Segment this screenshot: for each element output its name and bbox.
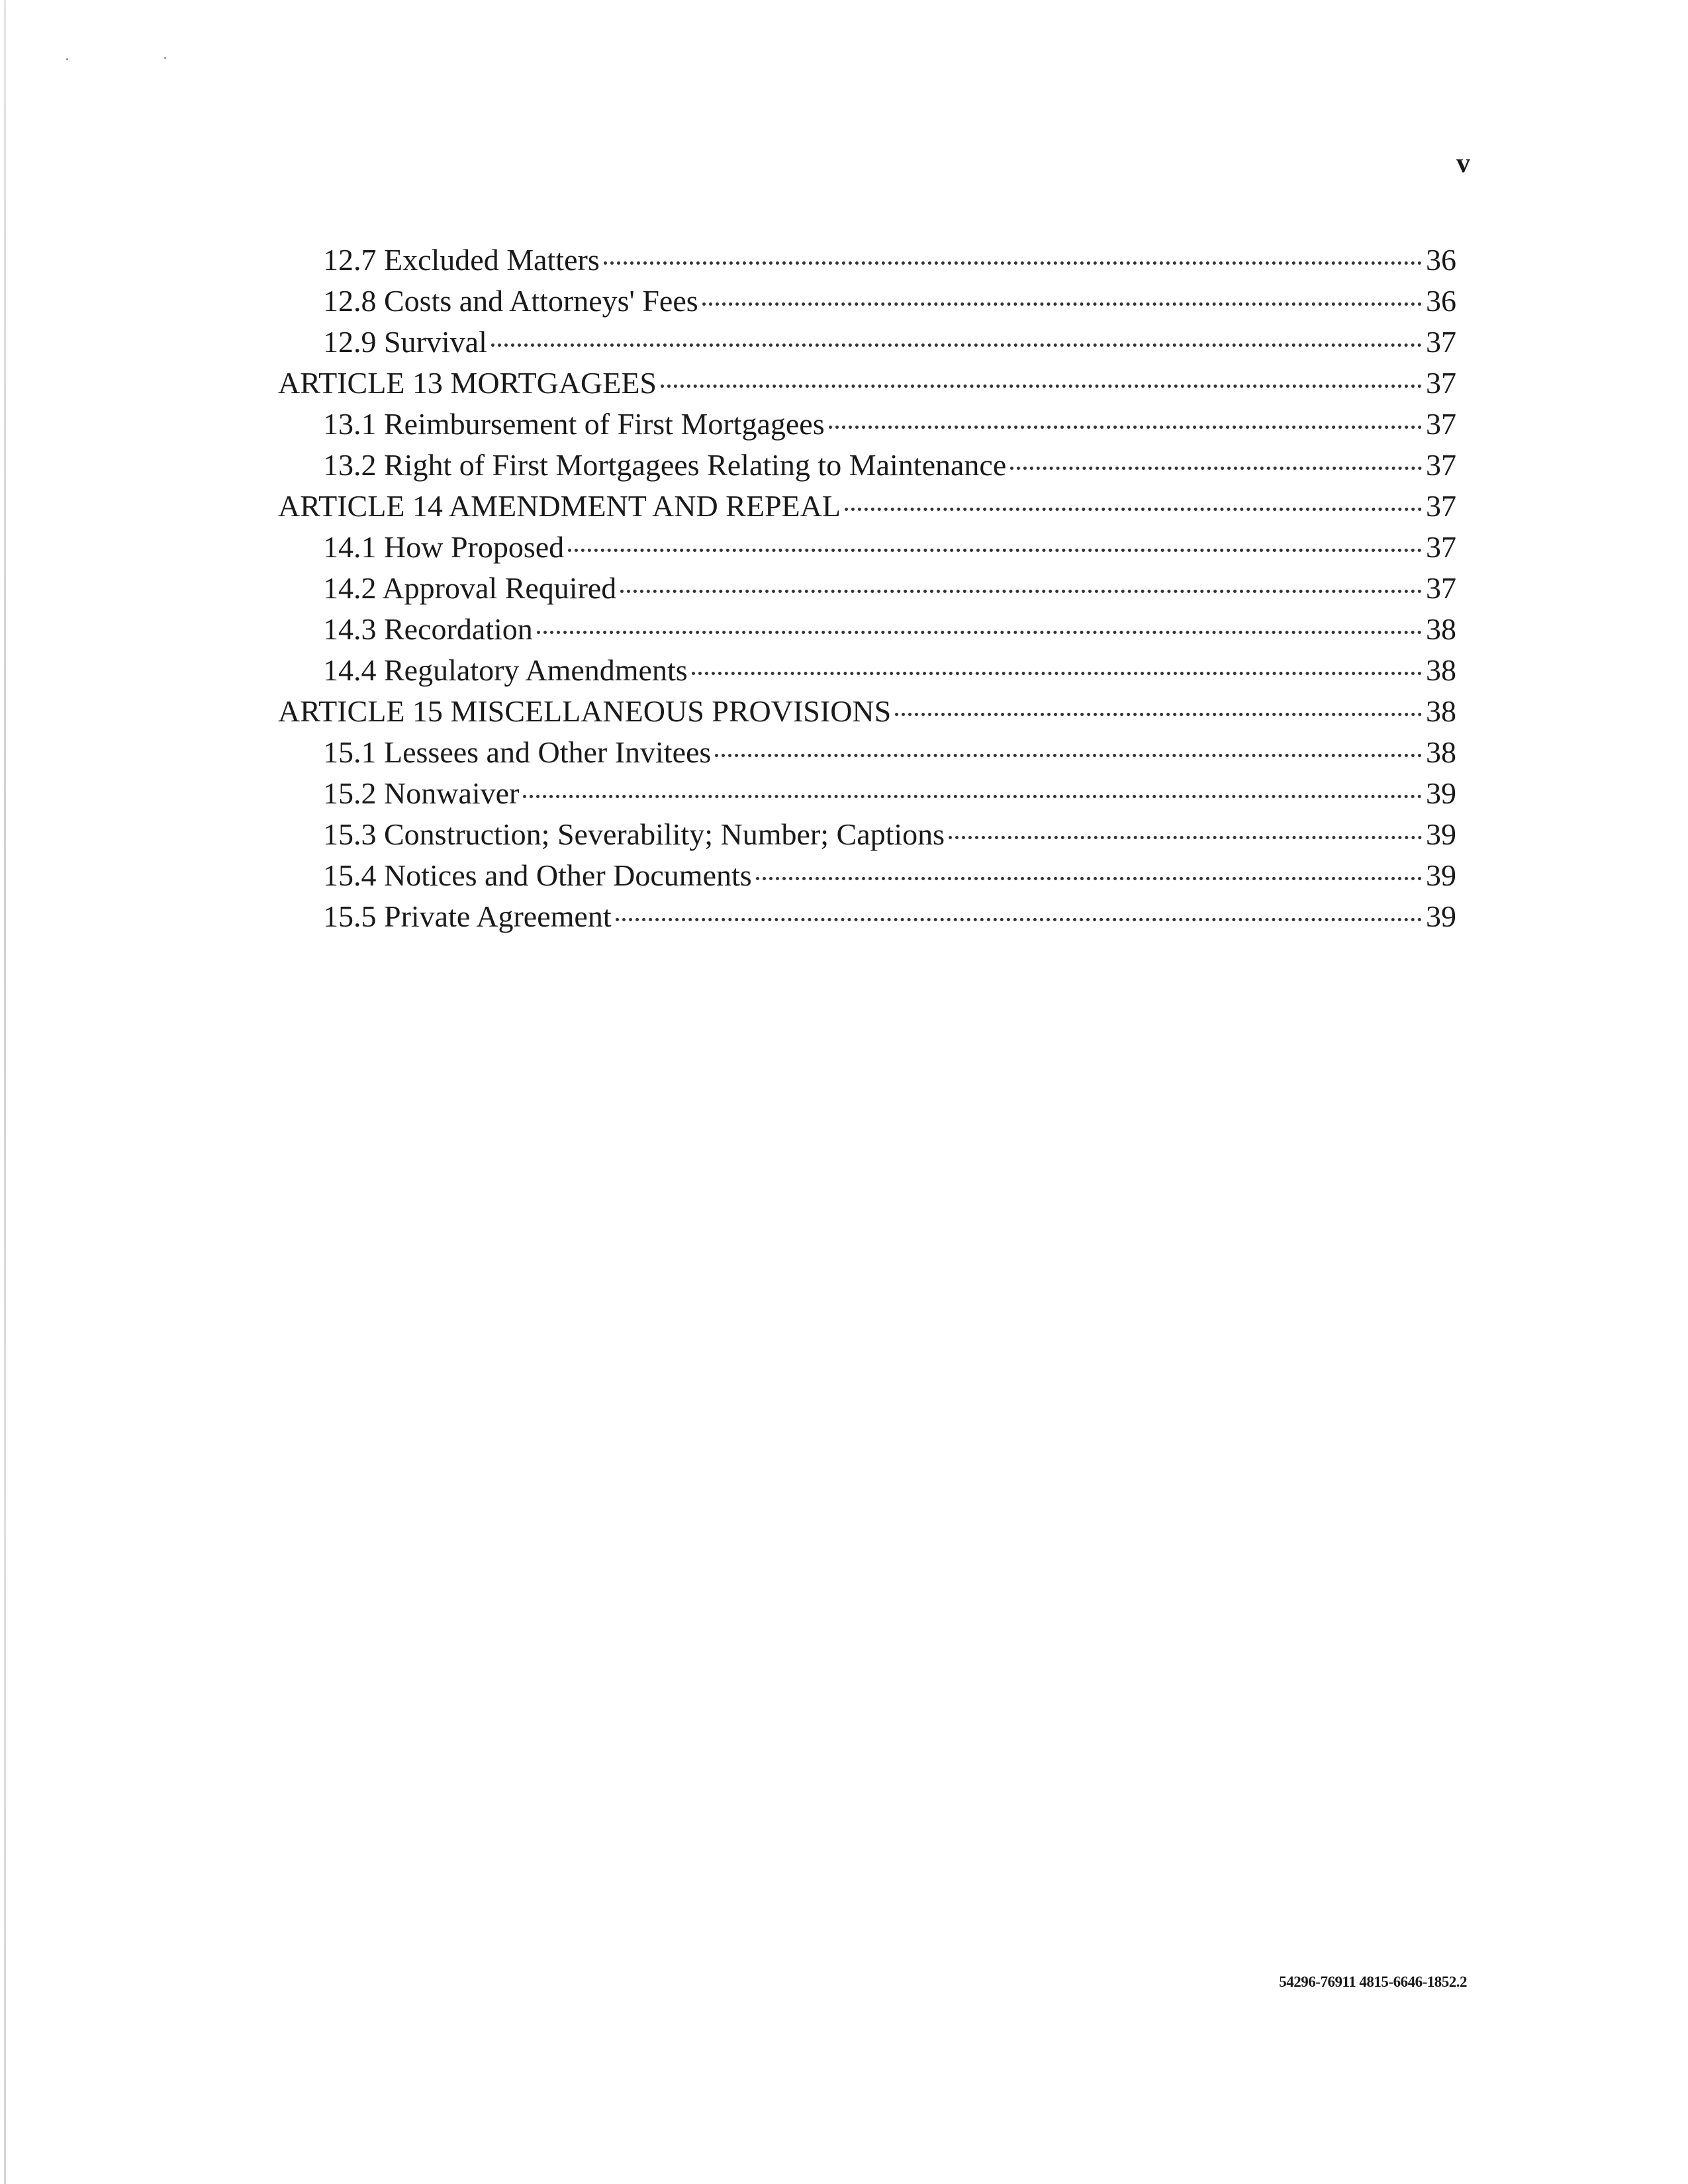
toc-section-entry[interactable]: [278, 773, 1456, 814]
toc-article-entry[interactable]: [278, 691, 1456, 732]
toc-dot-leader: [829, 426, 1422, 429]
toc-section-entry[interactable]: [278, 650, 1456, 691]
page-number: v: [1456, 148, 1470, 179]
toc-entry-page: 39: [1426, 776, 1456, 810]
toc-dot-leader: [845, 508, 1422, 511]
toc-section-entry[interactable]: [278, 568, 1456, 609]
toc-entry-page: 39: [1426, 899, 1456, 933]
toc-entry-page: 38: [1426, 694, 1456, 728]
toc-section-entry[interactable]: [278, 527, 1456, 568]
toc-entry-page: 36: [1426, 243, 1456, 277]
toc-entry-label: 12.9 Survival: [323, 322, 489, 363]
toc-section-entry[interactable]: [278, 814, 1456, 855]
toc-section-entry[interactable]: [278, 732, 1456, 773]
toc-dot-leader: [491, 343, 1422, 347]
toc-entry-label: 13.2 Right of First Mortgagees Relating to Maintenance: [323, 445, 1008, 486]
toc-section-entry[interactable]: [278, 240, 1456, 281]
toc-entry-label: 14.1 How Proposed: [323, 527, 565, 568]
toc-dot-leader: [1010, 467, 1422, 470]
toc-entry-label: 15.5 Private Agreement: [323, 896, 613, 937]
toc-dot-leader: [692, 672, 1422, 675]
toc-article-entry[interactable]: [278, 363, 1456, 404]
toc-entry-label: 12.7 Excluded Matters: [323, 240, 601, 281]
toc-entry-label: 13.1 Reimbursement of First Mortgagees: [323, 404, 826, 445]
toc-dot-leader: [604, 261, 1422, 265]
toc-entry-page: 39: [1426, 817, 1456, 851]
toc-section-entry[interactable]: [278, 855, 1456, 896]
toc-dot-leader: [949, 836, 1422, 839]
toc-entry-page: 38: [1426, 653, 1456, 687]
toc-dot-leader: [620, 590, 1422, 593]
toc-dot-leader: [895, 713, 1422, 716]
toc-entry-label: 15.3 Construction; Severability; Number; Captions: [323, 814, 946, 855]
toc-section-entry[interactable]: [278, 281, 1456, 322]
toc-dot-leader: [523, 795, 1422, 798]
toc-article-entry[interactable]: [278, 486, 1456, 527]
toc-entry-label: ARTICLE 14 AMENDMENT AND REPEAL: [278, 486, 842, 527]
toc-entry-label: 14.2 Approval Required: [323, 568, 618, 609]
toc-entry-page: 36: [1426, 284, 1456, 318]
toc-entry-page: 37: [1426, 325, 1456, 359]
toc-entry-page: 37: [1426, 366, 1456, 400]
scan-speck: [164, 57, 166, 59]
toc-entry-label: 12.8 Costs and Attorneys' Fees: [323, 281, 700, 322]
toc-dot-leader: [715, 754, 1422, 757]
toc-entry-page: 37: [1426, 448, 1456, 482]
toc-dot-leader: [537, 631, 1422, 634]
toc-dot-leader: [616, 918, 1422, 921]
toc-entry-page: 37: [1426, 407, 1456, 441]
toc-dot-leader: [661, 385, 1422, 388]
toc-section-entry[interactable]: [278, 322, 1456, 363]
scan-edge: [4, 0, 6, 2184]
toc-entry-label: ARTICLE 13 MORTGAGEES: [278, 363, 658, 404]
toc-section-entry[interactable]: [278, 896, 1456, 937]
scan-speck: [66, 58, 68, 60]
toc-entry-label: 14.4 Regulatory Amendments: [323, 650, 689, 691]
toc-entry-label: 15.1 Lessees and Other Invitees: [323, 732, 712, 773]
toc-entry-page: 37: [1426, 489, 1456, 523]
toc-entry-page: 38: [1426, 612, 1456, 646]
toc-entry-page: 38: [1426, 735, 1456, 769]
toc-entry-label: ARTICLE 15 MISCELLANEOUS PROVISIONS: [278, 691, 892, 732]
toc-dot-leader: [702, 302, 1422, 306]
document-id-footer: 54296-76911 4815-6646-1852.2: [1279, 1974, 1467, 1990]
toc-entry-label: 15.2 Nonwaiver: [323, 773, 520, 814]
toc-entry-label: 15.4 Notices and Other Documents: [323, 855, 753, 896]
toc-entry-page: 39: [1426, 858, 1456, 892]
toc-section-entry[interactable]: [278, 445, 1456, 486]
toc-entry-page: 37: [1426, 571, 1456, 605]
toc-entry-page: 37: [1426, 530, 1456, 564]
toc-section-entry[interactable]: [278, 404, 1456, 445]
table-of-contents: [278, 240, 1456, 937]
toc-dot-leader: [568, 549, 1422, 552]
toc-section-entry[interactable]: [278, 609, 1456, 650]
toc-entry-label: 14.3 Recordation: [323, 609, 534, 650]
toc-dot-leader: [756, 877, 1422, 880]
